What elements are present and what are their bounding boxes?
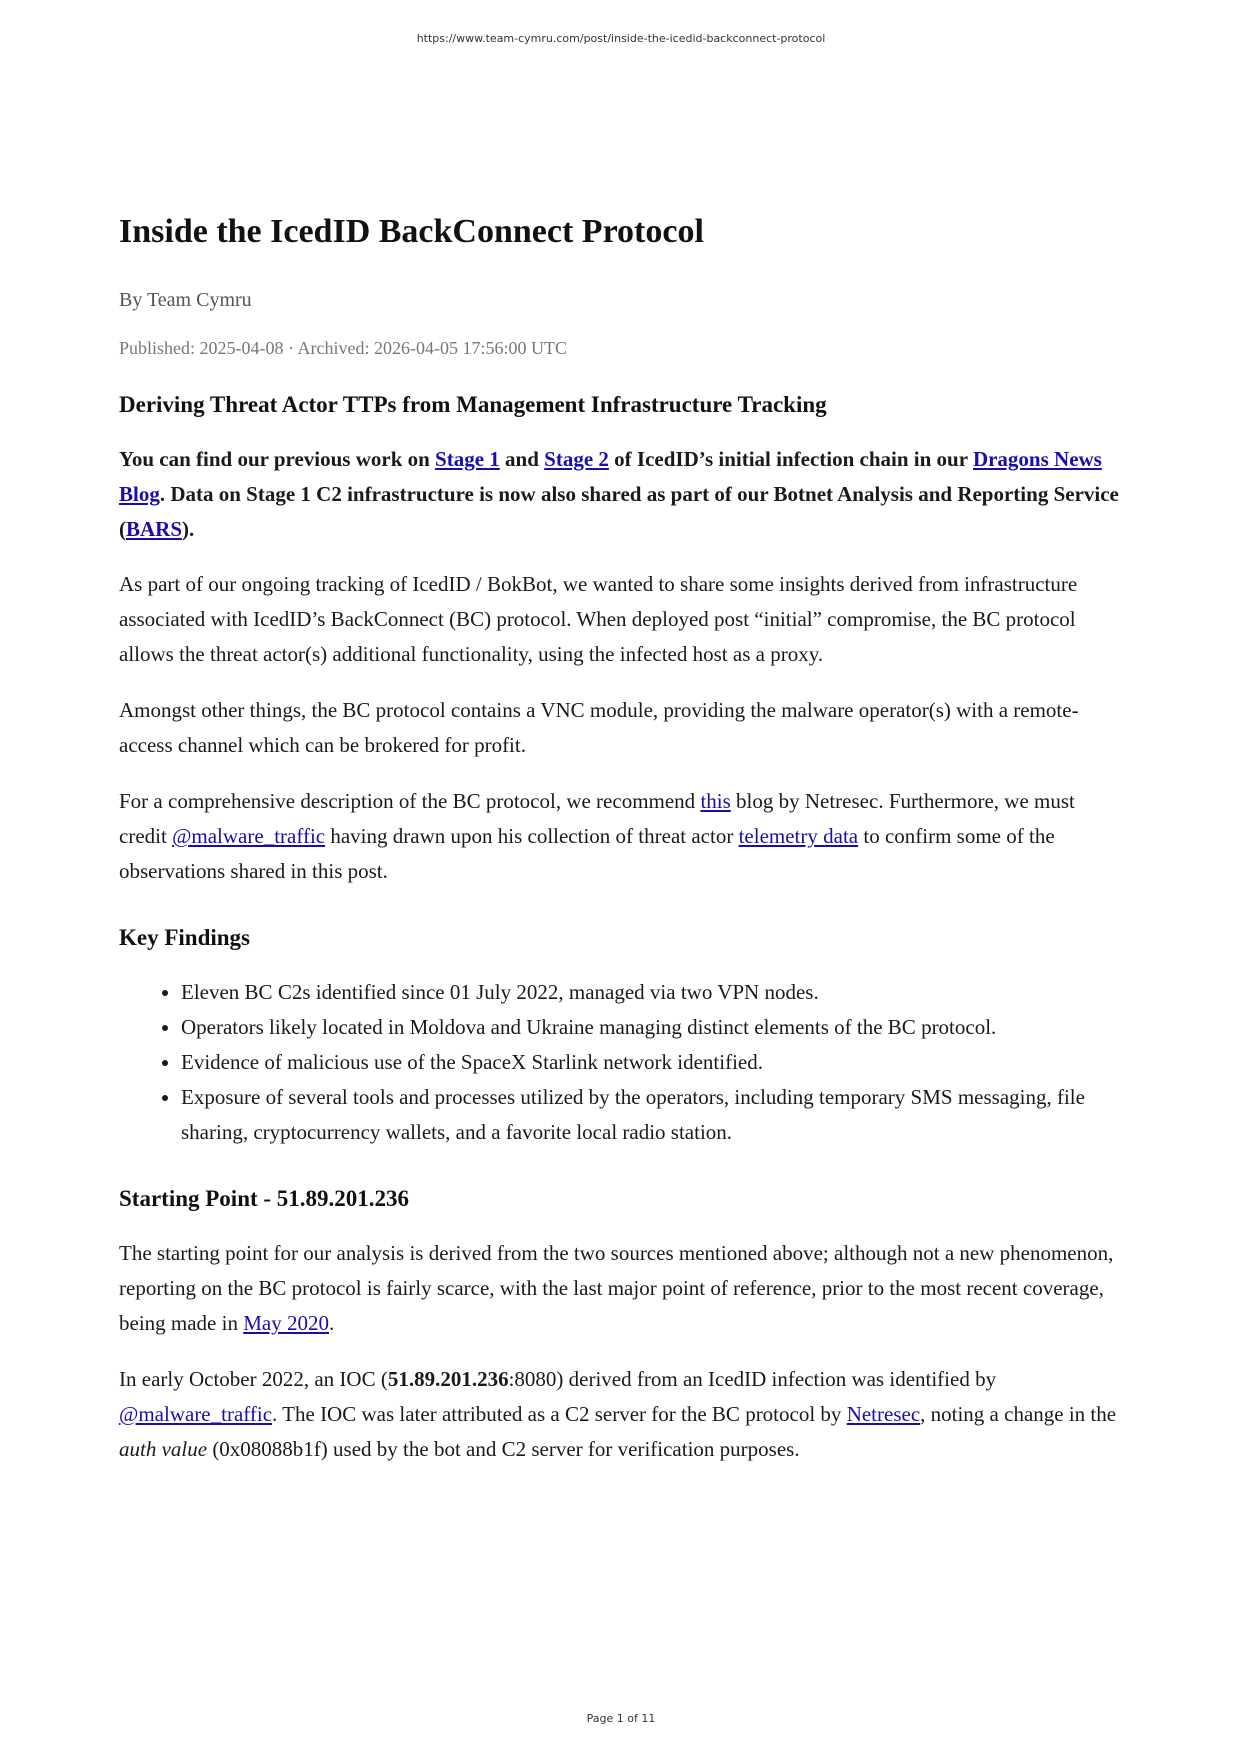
paragraph-intro: As part of our ongoing tracking of IcedID / BokBot, we wanted to share some insights derived from infrastructure associated with IcedID’s BackConnect (BC) protocol. When deployed post “initial” compromise, the BC protocol allows the threat actor(s) additional functionality, using the infected host as a proxy. [119, 572, 1078, 667]
page-number: Page 1 of 11 [586, 1712, 656, 1725]
starting-point-heading: Starting Point - 51.89.201.236 [119, 1185, 410, 1211]
starting-text-1: The starting point for our analysis is derived from the two sources mentioned above; although not a new phenomenon, reporting on the BC protocol is fairly scarce, with the last major point of reference, prior to the most recent coverage, being made in [119, 1240, 1114, 1335]
malware-traffic-link[interactable]: @malware_traffic [172, 824, 326, 849]
list-item: • Operators likely located in Moldova and Ukraine managing distinct elements of the BC protocol. [181, 1010, 1125, 1045]
page-url: https://www.team-cymru.com/post/inside-the-icedid-backconnect-protocol [416, 32, 826, 45]
credits-text-2: blog by Netresec. Furthermore, we must credit [119, 789, 1075, 849]
stage-2-link[interactable]: Stage 2 [544, 447, 609, 472]
lead-text-1: You can find our previous work on [119, 447, 436, 472]
ioc-text-3: . The IOC was later attributed as a C2 server for the BC protocol by [272, 1401, 847, 1426]
malware-traffic-link-2[interactable]: @malware_traffic [119, 1401, 273, 1426]
this-blog-link[interactable]: this [700, 789, 731, 814]
paragraph-ioc [119, 1362, 1125, 1467]
ioc-text-5: (0x08088b1f) used by the bot and C2 server for verification purposes. [207, 1436, 800, 1461]
lead-text-3: of IcedID’s initial infection chain in our [608, 447, 973, 472]
byline: By Team Cymru [119, 288, 252, 311]
ioc-text-4: , noting a change in the [920, 1401, 1117, 1426]
stage-1-link[interactable]: Stage 1 [435, 447, 500, 472]
ioc-text-1: In early October 2022, an IOC ( [119, 1366, 388, 1391]
paragraph-credits [119, 784, 1125, 889]
lead-paragraph [119, 442, 1125, 547]
credits-text-1: For a comprehensive description of the BC protocol, we recommend [119, 789, 701, 814]
telemetry-data-link[interactable]: telemetry data [738, 824, 859, 849]
lead-text-2: and [499, 447, 545, 472]
article-subtitle: Deriving Threat Actor TTPs from Management Infrastructure Tracking [119, 392, 827, 418]
credits-text-4: to confirm some of the observations shared in this post. [119, 824, 1055, 884]
list-item: • Evidence of malicious use of the SpaceX Starlink network identified. [181, 1045, 1125, 1080]
lead-text-5: ). [182, 517, 195, 542]
ioc-text-2: :8080) derived from an IcedID infection was identified by [508, 1366, 997, 1391]
may-2020-link[interactable]: May 2020 [243, 1310, 329, 1335]
article [119, 212, 1125, 1488]
article-title: Inside the IcedID BackConnect Protocol [119, 213, 704, 250]
dragons-news-blog-link[interactable]: Dragons News Blog [119, 447, 1102, 507]
paragraph-starting-point [119, 1236, 1125, 1341]
auth-value-term: auth value [119, 1436, 208, 1461]
list-item: • Exposure of several tools and processes utilized by the operators, including temporary SMS messaging, file sharing, cryptocurrency wallets, and a favorite local radio station. [181, 1080, 1125, 1150]
ioc-ip: 51.89.201.236 [387, 1366, 509, 1391]
list-item: • Eleven BC C2s identified since 01 July 2022, managed via two VPN nodes. [181, 975, 1125, 1010]
lead-text-4: . Data on Stage 1 C2 infrastructure is now also shared as part of our Botnet Analysis and Reporting Service ( [119, 482, 1119, 542]
starting-text-2: . [328, 1310, 335, 1335]
paragraph-vnc: Amongst other things, the BC protocol contains a VNC module, providing the malware operator(s) with a remote-access channel which can be brokered for profit. [119, 698, 1079, 758]
publish-meta: Published: 2025-04-08 · Archived: 2026-04-05 17:56:00 UTC [119, 337, 567, 358]
key-findings-heading: Key Findings [119, 925, 251, 951]
credits-text-3: having drawn upon his collection of threat actor [325, 824, 739, 849]
netresec-link[interactable]: Netresec [846, 1401, 921, 1426]
bars-link[interactable]: BARS [126, 517, 183, 542]
key-findings-list [119, 975, 1125, 1150]
